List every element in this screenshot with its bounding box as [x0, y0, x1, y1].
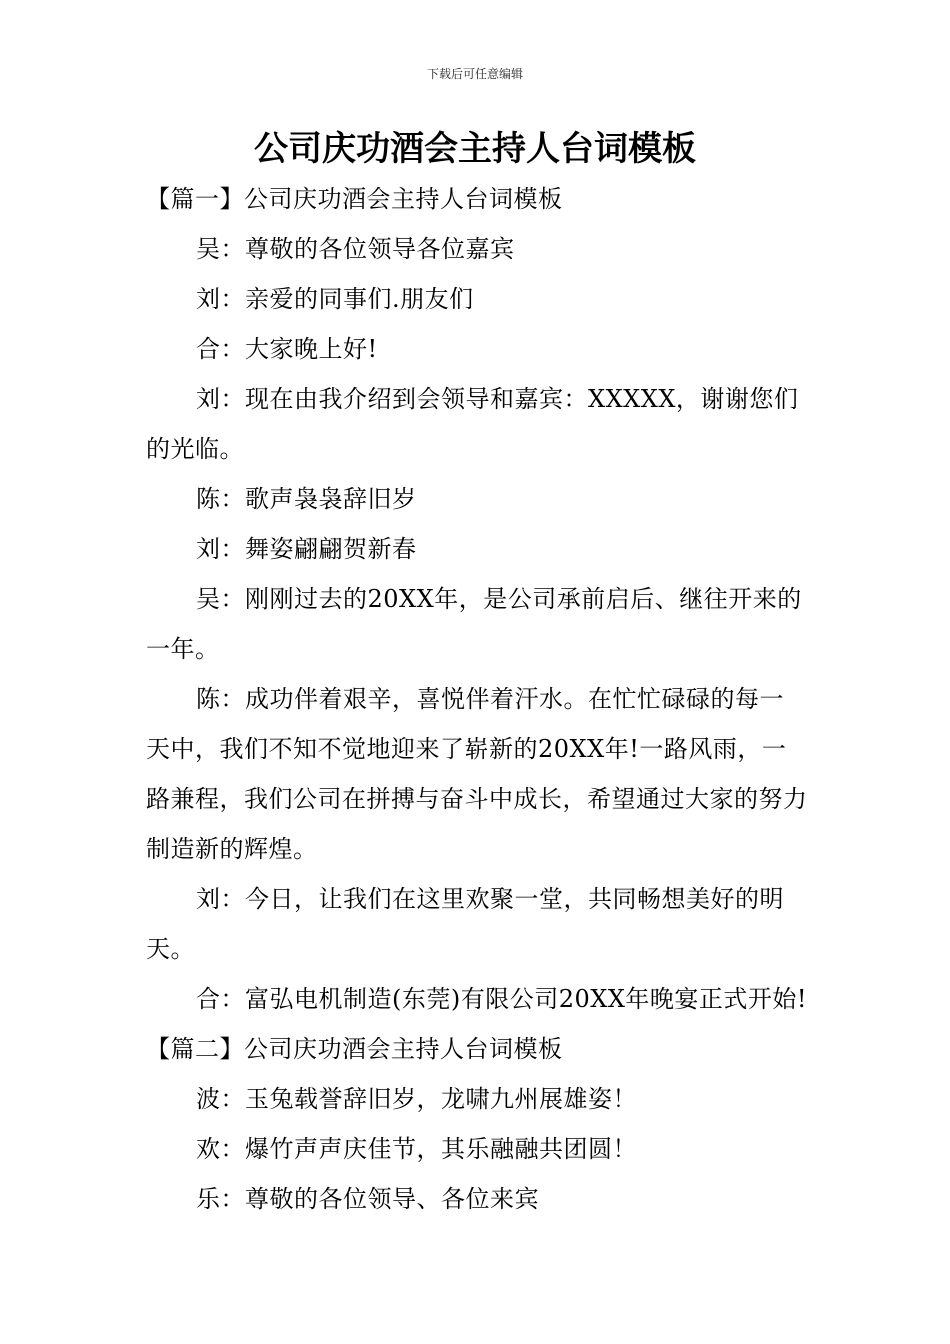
paragraph: 欢：爆竹声声庆佳节，其乐融融共团圆！ — [196, 1135, 637, 1163]
paragraph: 合：富弘电机制造(东莞)有限公司20XX年晚宴正式开始!【篇二】公司庆功酒会主持人台词模板 — [146, 985, 808, 1063]
paragraph: 波：玉兔载誉辞旧岁，龙啸九州展雄姿！ — [196, 1085, 637, 1113]
paragraph: 吴：刚刚过去的20XX年，是公司承前启后、继往开来的一年。 — [146, 585, 802, 663]
header-note: 下载后可任意编辑 — [426, 67, 523, 81]
paragraph: 陈：歌声袅袅辞旧岁 — [196, 485, 417, 513]
document-body — [146, 174, 808, 1224]
paragraph: 刘：今日，让我们在这里欢聚一堂，共同畅想美好的明天。 — [146, 885, 784, 963]
paragraph: 乐：尊敬的各位领导、各位来宾 — [196, 1185, 539, 1213]
paragraph: 刘：舞姿翩翩贺新春 — [196, 535, 417, 563]
paragraph: 刘：亲爱的同事们.朋友们 — [196, 285, 474, 313]
paragraph: 吴：尊敬的各位领导各位嘉宾 — [196, 235, 515, 263]
document-title: 公司庆功酒会主持人台词模板 — [254, 129, 696, 169]
paragraph: 合：大家晚上好! — [196, 335, 378, 363]
paragraph: 陈：成功伴着艰辛，喜悦伴着汗水。在忙忙碌碌的每一天中，我们不知不觉地迎来了崭新的20XX年!一路风雨，一路兼程，我们公司在拼搏与奋斗中成长，希望通过大家的努力制造新的辉煌。 — [146, 685, 808, 863]
paragraph: 刘：现在由我介绍到会领导和嘉宾：XXXXX，谢谢您们的光临。 — [146, 385, 799, 463]
paragraph: 【篇一】公司庆功酒会主持人台词模板 — [146, 185, 563, 213]
